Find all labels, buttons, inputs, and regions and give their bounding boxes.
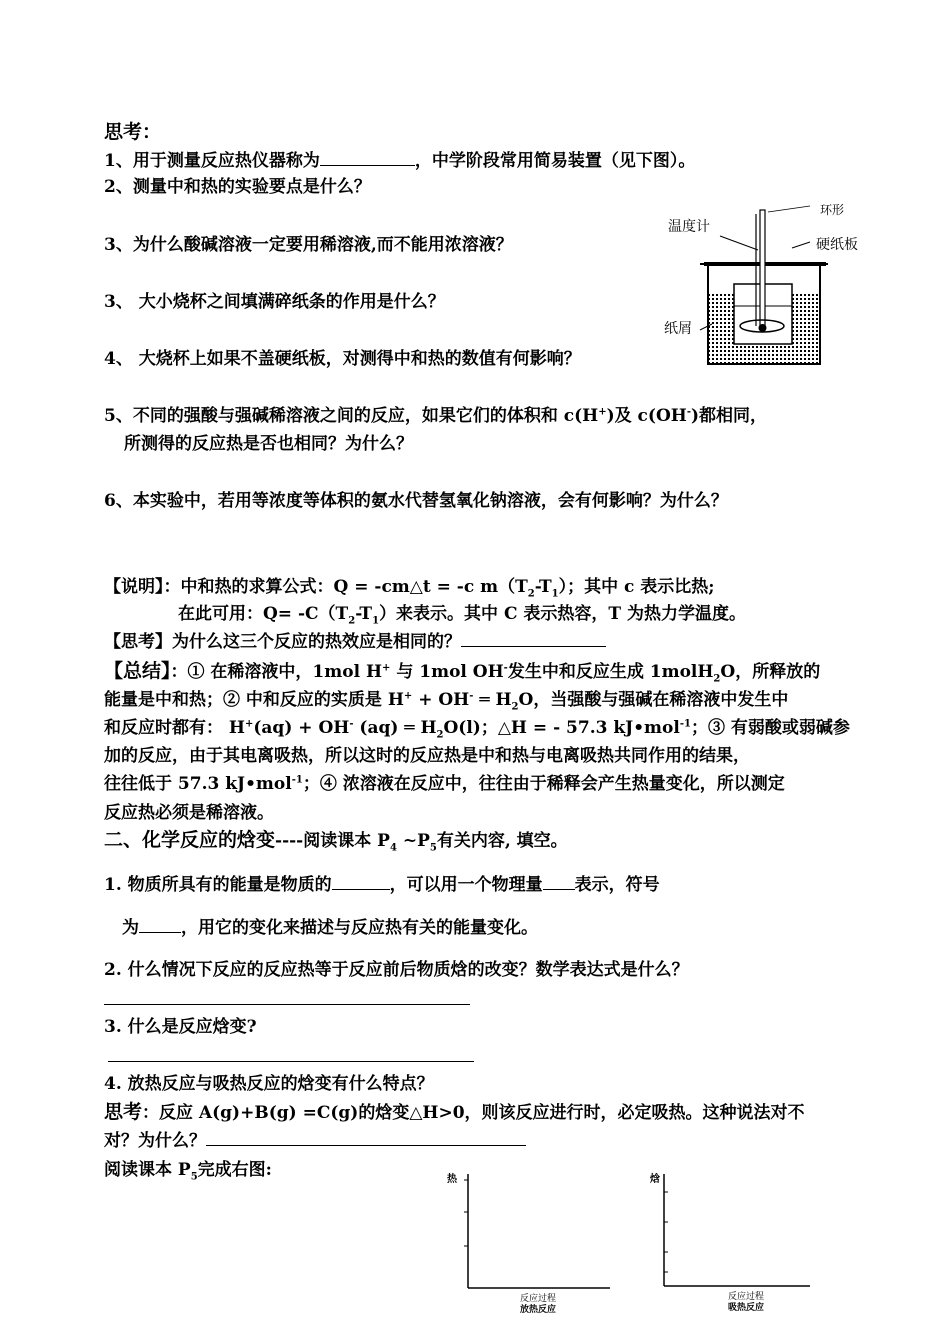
question-3a: 3、为什么酸碱溶液一定要用稀溶液,而不能用浓溶液？ xyxy=(104,235,513,255)
question-3b: 3、 大小烧杯之间填满碎纸条的作用是什么？ xyxy=(104,292,445,312)
exo-caption: 放热反应 xyxy=(520,1305,557,1315)
q5-sup-minus: - xyxy=(686,406,691,418)
read-prompt xyxy=(104,1159,272,1181)
explain-text: 【思考】为什么这三个反应的热效应是相同的？ xyxy=(104,632,461,652)
endo-x-label: 反应过程 xyxy=(728,1292,765,1302)
sup: + xyxy=(244,718,254,730)
sub: 5 xyxy=(190,1171,198,1183)
p1-text: ，用它的变化来描述与反应热有关的能量变化。 xyxy=(181,918,538,938)
summary-text: 和反应时都有： H xyxy=(104,718,245,738)
p1-blank-1[interactable] xyxy=(332,873,390,890)
label-board: 硬纸板 xyxy=(816,237,858,253)
explain-line-2 xyxy=(178,603,746,625)
question-1 xyxy=(104,149,695,172)
summary-line-2 xyxy=(104,689,788,711)
sub: 4 xyxy=(389,842,397,854)
exo-y-label: 热 xyxy=(447,1174,457,1185)
q5-text-e: )都相同， xyxy=(690,406,768,426)
sup: + xyxy=(403,690,413,702)
summary-text: + OH xyxy=(412,690,470,710)
explain-text: 【说明】：中和热的求算公式：Q = -cm△t = -c m（T xyxy=(104,577,528,597)
summary-text: O(l)；△H = - 57.3 kJ•mol xyxy=(443,718,680,738)
section-2-think-1 xyxy=(104,1101,805,1124)
sub: 2 xyxy=(713,673,721,685)
answer-line-2[interactable] xyxy=(104,1004,470,1005)
read-text: 完成右图: xyxy=(197,1160,272,1180)
section-2-item-3: 3. 什么是反应焓变? xyxy=(104,1017,257,1037)
summary-text: 往往低于 57.3 kJ•mol xyxy=(104,774,292,794)
section-text: ----阅读课本 P xyxy=(275,831,390,851)
sup: - xyxy=(469,690,474,702)
section-2-item-2: 2. 什么情况下反应的反应热等于反应前后物质焓的改变？数学表达式是什么？ xyxy=(104,960,689,980)
summary-line-4: 加的反应，由于其电离吸热，所以这时的反应热是中和热与电离吸热共同作用的结果， xyxy=(104,746,750,766)
think-label: 思考 xyxy=(104,1101,143,1123)
question-6: 6、本实验中，若用等浓度等体积的氨水代替氢氧化钠溶液，会有何影响？为什么？ xyxy=(104,491,728,511)
section-2-think-2 xyxy=(104,1129,526,1152)
explain-line-3 xyxy=(104,630,606,653)
summary-text: ═ H xyxy=(473,690,512,710)
section-2-item-1 xyxy=(104,873,660,896)
q1-text-a: 1、用于测量反应热仪器称为 xyxy=(104,151,320,171)
sub: 2 xyxy=(511,701,519,713)
sub: 2 xyxy=(527,588,535,600)
summary-text: ；④ 浓溶液在反应中，往往由于稀释会产生热量变化，所以测定 xyxy=(302,774,785,794)
q1-blank[interactable] xyxy=(320,149,415,166)
summary-line-3 xyxy=(104,717,850,739)
sub: 2 xyxy=(348,615,356,627)
explain-text: 在此可用：Q= -C（T xyxy=(178,604,349,624)
explain-line-1 xyxy=(104,576,715,598)
summary-text: ：① 在稀溶液中，1mol H xyxy=(170,662,383,682)
sup: -1 xyxy=(679,718,691,730)
summary-line-5 xyxy=(104,773,785,795)
sup: - xyxy=(503,662,508,674)
sup: - xyxy=(349,718,354,730)
p1-blank-3[interactable] xyxy=(139,916,181,933)
summary-label: 【总结】 xyxy=(104,660,171,682)
q5-sup-plus: + xyxy=(598,406,607,418)
section-title: 二、化学反应的焓变 xyxy=(104,829,276,851)
summary-text: O，所释放的 xyxy=(720,662,821,682)
section-2-item-1-cont xyxy=(122,916,538,939)
section-2-heading xyxy=(104,829,568,852)
label-thermometer: 温度计 xyxy=(668,219,710,235)
summary-text: 与 1mol OH xyxy=(390,662,504,682)
summary-line-1 xyxy=(104,660,820,683)
section-2-item-4: 4. 放热反应与吸热反应的焓变有什么特点？ xyxy=(104,1074,434,1094)
explain-text: -T xyxy=(534,577,552,597)
q5-text-c: )及 c(OH xyxy=(606,406,687,426)
section-text: ~P xyxy=(396,831,430,851)
think-blank[interactable] xyxy=(206,1129,526,1146)
p1-text: ，可以用一个物理量 xyxy=(389,875,543,895)
section-text: 有关内容, 填空。 xyxy=(436,831,568,851)
sub: 1 xyxy=(372,615,380,627)
explain-text: ）；其中 c 表示比热; xyxy=(558,577,715,597)
question-5-line2: 所测得的反应热是否也相同？为什么？ xyxy=(124,434,413,454)
explain-text: ）来表示。其中 C 表示热容，T 为热力学温度。 xyxy=(379,604,746,624)
think-heading: 思考： xyxy=(104,121,162,143)
explain-blank[interactable] xyxy=(461,630,606,647)
summary-text: (aq) + OH xyxy=(253,718,350,738)
summary-text: ；③ 有弱酸或弱碱参 xyxy=(690,718,850,738)
sub: 2 xyxy=(436,729,444,741)
endo-y-label: 焓 xyxy=(650,1174,660,1185)
endo-caption: 吸热反应 xyxy=(728,1303,765,1313)
p1-blank-2[interactable] xyxy=(543,873,575,890)
label-ring: 环形 xyxy=(820,203,845,217)
think-text: ：反应 A(g)+B(g) =C(g)的焓变△H>0，则该反应进行时，必定吸热。这种说法对不 xyxy=(142,1103,805,1123)
question-4: 4、 大烧杯上如果不盖硬纸板，对测得中和热的数值有何影响？ xyxy=(104,349,581,369)
sub: 5 xyxy=(429,842,437,854)
sub: 1 xyxy=(551,588,559,600)
answer-line-3[interactable] xyxy=(108,1061,474,1062)
p1-text: 为 xyxy=(122,918,139,938)
p1-text: 表示，符号 xyxy=(574,875,660,895)
summary-text: 能量是中和热；② 中和反应的实质是 H xyxy=(104,690,404,710)
p1-text: 1. 物质所具有的能量是物质的 xyxy=(104,875,332,895)
summary-text: 发生中和反应生成 1molH xyxy=(507,662,714,682)
explain-text: -T xyxy=(355,604,373,624)
exo-x-label: 反应过程 xyxy=(520,1294,557,1304)
sup: -1 xyxy=(291,774,303,786)
summary-text: O，当强酸与强碱在稀溶液中发生中 xyxy=(518,690,789,710)
q1-text-b: ，中学阶段常用简易装置（见下图）。 xyxy=(414,151,696,171)
think-text: 对？为什么？ xyxy=(104,1131,206,1151)
label-paper: 纸屑 xyxy=(664,321,692,337)
summary-line-6: 反应热必须是稀溶液。 xyxy=(104,803,274,823)
question-2: 2、测量中和热的实验要点是什么？ xyxy=(104,177,371,197)
read-text: 阅读课本 P xyxy=(104,1160,191,1180)
q5-text-a: 5、不同的强酸与强碱稀溶液之间的反应，如果它们的体积和 c(H xyxy=(104,406,599,426)
sup: + xyxy=(382,662,391,674)
summary-text: (aq) ═ H xyxy=(353,718,437,738)
question-5-line1 xyxy=(104,405,767,427)
